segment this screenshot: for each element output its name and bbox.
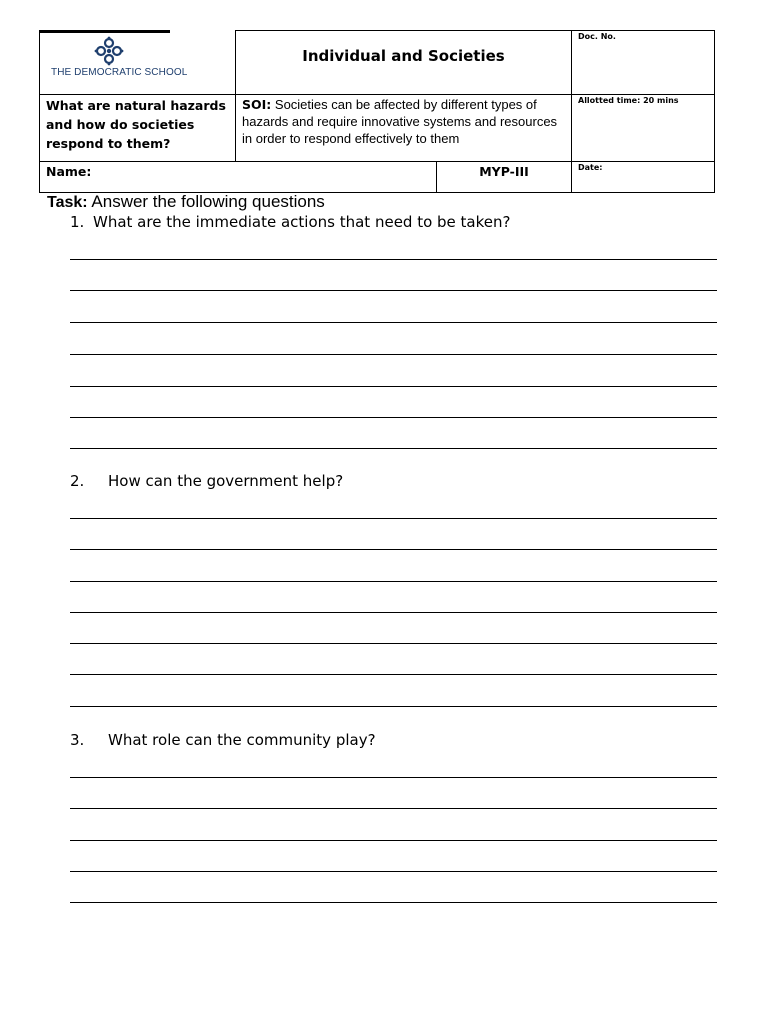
answer-line[interactable] [70,581,717,582]
answer-line[interactable] [70,518,717,519]
answer-line[interactable] [70,417,717,418]
doc-no-label: Doc. No. [578,32,616,41]
answer-line[interactable] [70,706,717,707]
task-label: Task: [47,194,88,211]
grade-cell [436,161,572,193]
answer-line[interactable] [70,386,717,387]
soi-cell [235,94,572,162]
soi-label: SOI: [242,97,272,112]
question-3 [70,731,376,749]
answer-line[interactable] [70,322,717,323]
answer-line[interactable] [70,612,717,613]
question-1 [70,213,510,231]
school-logo-icon [94,36,124,66]
question-text: What role can the community play? [108,731,376,749]
logo-cell [39,30,236,95]
grade-label: MYP-III [479,164,529,179]
doc-no-cell [571,30,715,95]
question-number: 2. [70,472,85,490]
soi-statement [242,96,565,147]
answer-line[interactable] [70,777,717,778]
answer-line[interactable] [70,840,717,841]
inquiry-question: What are natural hazards and how do societies respond to them? [46,98,226,151]
answer-line[interactable] [70,643,717,644]
answer-line[interactable] [70,549,717,550]
question-number: 1. [70,213,85,231]
question-2 [70,472,343,490]
date-cell [571,161,715,193]
inquiry-question-cell [39,94,236,162]
name-label: Name: [46,164,92,179]
school-logo [40,30,237,95]
answer-line[interactable] [70,871,717,872]
school-name: THE DEMOCRATIC SCHOOL [51,67,188,78]
allotted-time: Allotted time: 20 mins [578,96,679,105]
question-text: How can the government help? [108,472,344,490]
answer-line[interactable] [70,259,717,260]
subject-title: Individual and Societies [302,47,505,65]
answer-line[interactable] [70,808,717,809]
task-text: Answer the following questions [87,192,325,211]
answer-line[interactable] [70,354,717,355]
answer-line[interactable] [70,674,717,675]
answer-line[interactable] [70,902,717,903]
soi-text: Societies can be affected by different types of hazards and require innovative systems and resources in order to respond effectively to them [242,97,558,146]
allotted-time-cell [571,94,715,162]
question-text: What are the immediate actions that need to be taken? [93,213,511,231]
name-cell [39,161,437,193]
task-instruction [47,192,325,212]
answer-line[interactable] [70,448,717,449]
title-cell [235,30,572,95]
answer-line[interactable] [70,290,717,291]
question-number: 3. [70,731,85,749]
date-label: Date: [578,163,603,172]
